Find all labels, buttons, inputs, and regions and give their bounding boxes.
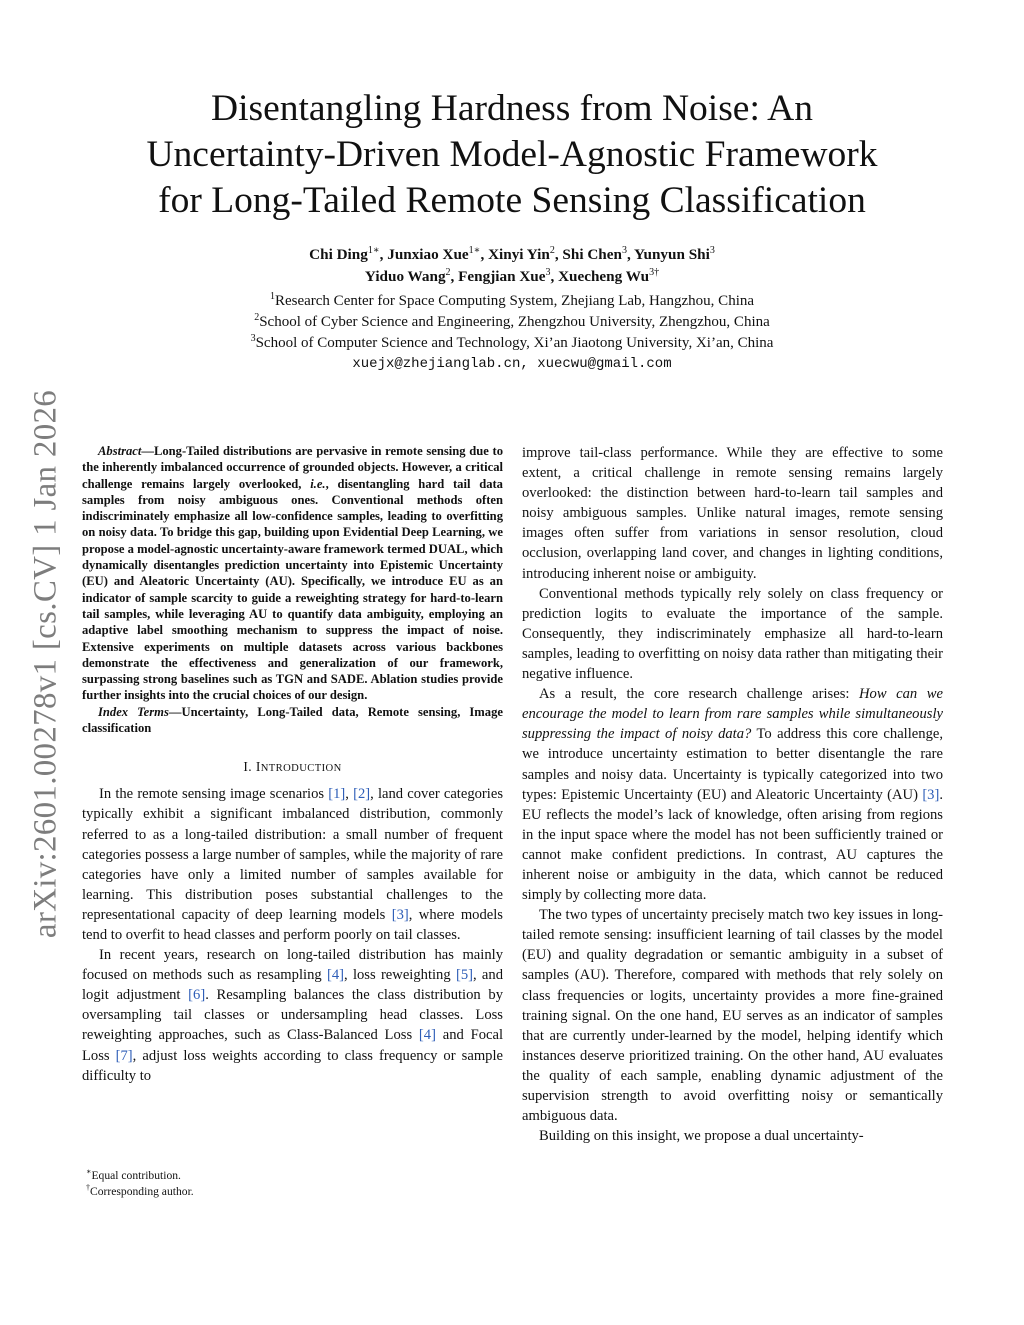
abstract-text: i.e.	[310, 476, 326, 491]
intro-body-right	[522, 443, 943, 1146]
body-paragraph: In the remote sensing image scenarios [1], [2], land cover categories typically exhibit a significant imbalanced distribution, commonly referred to as a long-tailed distribution: a small number of frequent categories possess a large number of samples, while the majority of rare categories have only a limited number of samples available for learning. This distribution poses substantial challenges to the representational capacity of deep learning models [3], where models tend to overfit to head classes and perform poorly on tail classes.	[82, 786, 504, 943]
author-affil-mark: 3†	[649, 266, 660, 278]
affiliation-text: School of Computer Science and Technology, Xi’an Jiaotong University, Xi’an, China	[255, 335, 774, 351]
author-affil-mark: 2	[549, 244, 555, 256]
citation-link[interactable]: [4]	[326, 967, 344, 984]
author-name: Junxiao Xue	[387, 246, 469, 263]
author-list	[100, 244, 924, 288]
affiliation	[100, 333, 924, 354]
citation-link[interactable]: [5]	[455, 967, 473, 984]
section-heading-introduction	[82, 759, 503, 775]
footnote-text: Corresponding author.	[90, 1185, 194, 1198]
title-line: Disentangling Hardness from Noise: An	[211, 88, 813, 129]
title-line: Uncertainty-Driven Model-Agnostic Framework	[146, 134, 878, 175]
body-paragraph: improve tail-class performance. While they are effective to some extent, a critical challenge in remote sensing remains largely overlooked: the distinction between hard-to-learn tail samples and noisy ambiguous samples. Unlike natural images, remote sensing images often suffer from variations in sensor resolution, cloud occlusion, overlapping land cover, and changes in lighting conditions, introducing inherent noise or ambiguity.	[522, 445, 943, 582]
arxiv-identifier-stamp[interactable]: arXiv:2601.00278v1 [cs.CV] 1 Jan 2026	[27, 389, 64, 939]
affiliation-block	[100, 291, 924, 375]
author-name: Yiduo Wang	[364, 268, 446, 285]
citation-link[interactable]: [3]	[922, 786, 940, 803]
affiliation	[100, 312, 924, 333]
right-column	[522, 443, 943, 1146]
citation-link[interactable]: [2]	[353, 786, 371, 803]
citation-link[interactable]: [3]	[391, 906, 409, 923]
author-affil-mark: 3	[709, 244, 715, 256]
abstract	[82, 443, 503, 736]
affiliation-text: School of Cyber Science and Engineering, Zhengzhou University, Zhengzhou, China	[259, 314, 770, 330]
affiliation-mark: 2	[254, 312, 260, 323]
citation-link[interactable]: [1]	[328, 786, 346, 803]
body-paragraph: Building on this insight, we propose a dual uncertainty-	[539, 1128, 864, 1145]
affiliation-mark: 3	[250, 333, 256, 344]
author-line: Yiduo Wang$^2$, Fengjian Xue$^3$, Xuecheng $Wu^{3\dagger}$	[364, 266, 660, 285]
citation-link[interactable]: [4]	[418, 1027, 436, 1044]
research-question: How can we encourage the model to learn from rare samples while simultaneously suppressing the impact of noisy data?	[522, 686, 943, 743]
citation-link[interactable]: [7]	[115, 1047, 133, 1064]
footnote-mark: †	[86, 1183, 90, 1193]
body-paragraph: Conventional methods typically rely solely on class frequency or prediction logits to evaluate the importance of the sample. Consequently, they indiscriminately emphasize all hard-to-learn samples, leading to overfitting on noisy data rather than mitigating their negative influence.	[522, 585, 943, 683]
citation-link[interactable]: [6]	[188, 987, 206, 1004]
section-number: I.	[243, 759, 253, 775]
footnote	[82, 1184, 503, 1200]
abstract-paragraph	[82, 443, 503, 704]
contact-emails[interactable]: xuejx@zhejianglab.cn, xuecwu@gmail.com	[352, 356, 672, 372]
author-name: Xinyi Yin	[488, 246, 550, 263]
author-affil-mark: 3	[545, 266, 551, 278]
body-paragraph: The two types of uncertainty precisely match two key issues in long-tailed remote sensing: insufficient learning of tail classes by the model (EU) and quality degradation or semantic ambiguity in a subset of samples (AU). Therefore, compared with methods that rely solely on class frequencies or logits, uncertainty provides a more fine-grained training signal. On the one hand, EU serves as an indicator of samples that are currently under-learned by the model, helping identify which instances deserve prioritized training. On the other hand, AU evaluates the quality of each sample, enabling dynamic adjustment of the supervision strength to avoid overfitting noisy or semantically ambiguous data.	[522, 907, 943, 1125]
author-affil-mark: 2	[445, 266, 451, 278]
paper-title	[100, 86, 924, 224]
section-title-initial: I	[255, 759, 261, 775]
author-line: Chi Ding$^{1∗}$, Junxiao Xue$^{1∗}$, Xinyi Yin$^2$, Shi Chen$^3$, Yunyun Shi$^3$	[309, 244, 715, 263]
body-paragraph: In recent years, research on long-tailed distribution has mainly focused on methods such as resampling [4], loss reweighting [5], and logit adjustment [6]. Resampling balances the class distribution by oversampling tail classes or undersampling head classes. Loss reweighting approaches, such as Class-Balanced Loss [4] and Focal Loss [7], adjust loss weights according to class frequency or sample difficulty to	[82, 947, 504, 1084]
title-line: for Long-Tailed Remote Sensing Classification	[158, 180, 866, 221]
author-affil-mark: 1∗	[468, 244, 481, 256]
author-name: Shi Chen	[562, 246, 622, 263]
index-terms-text: —Uncertainty, Long-Tailed data, Remote sensing, Image classification	[82, 704, 503, 736]
author-affil-mark: 1∗	[367, 244, 380, 256]
abstract-text: —Long-Tailed distributions are pervasive in remote sensing due to the inherently imbalanced occurrence of grounded objects. However, a critical challenge remains largely overlooked,	[82, 444, 503, 491]
left-column	[82, 443, 503, 1086]
body-paragraph: As a result, the core research challenge arises: How can we encourage the model to learn from rare samples while simultaneously suppressing the impact of noisy data? To address this core challenge, we introduce uncertainty estimation to better disentangle the rare samples and noisy data. Uncertainty is typically categorized into two types: Epistemic Uncertainty (EU) and Aleatoric Uncertainty (AU) [3]. EU reflects the model’s lack of knowledge, often arising from regions in the input space where the model has not been sufficiently trained or cannot make confident predictions. In contrast, AU captures the inherent noise or ambiguity in the data, which cannot be reduced simply by collecting more data.	[522, 686, 943, 904]
footnotes	[82, 1168, 503, 1200]
abstract-label: Abstract	[98, 444, 142, 458]
affiliation	[100, 291, 924, 312]
footnote	[82, 1168, 503, 1184]
affiliation-mark: 1	[269, 291, 275, 302]
index-terms	[82, 704, 503, 737]
author-name: Xuecheng Wu	[558, 268, 650, 285]
abstract-text: , disentangling hard tail data samples from noisy ambiguous ones. Conventional methods often indiscriminately emphasize all low-confidence samples, leading to overfitting on noisy data. To bridge this gap, building upon Evidential Deep Learning, we propose a model-agnostic uncertainty-aware framework termed DUAL, which dynamically disentangles prediction uncertainty into Epistemic Uncertainty (EU) and Aleatoric Uncertainty (AU). Specifically, we introduce EU as an indicator of sample scarcity to guide a reweighting strategy for hard-to-learn tail samples, while leveraging AU to quantify data ambiguity, employing an adaptive label smoothing mechanism to suppress the impact of noise. Extensive experiments on multiple datasets across various backbones demonstrate the effectiveness and generalization of our framework, surpassing strong baselines such as TGN and SADE. Ablation studies provide further insights into the crucial choices of our design.	[82, 476, 503, 703]
author-name: Chi Ding	[309, 246, 368, 263]
footnote-mark: ∗	[86, 1167, 92, 1177]
intro-body-left	[82, 784, 503, 1085]
author-name: Fengjian Xue	[458, 268, 546, 285]
section-title-rest: NTRODUCTION	[260, 763, 342, 775]
author-name: Yunyun Shi	[633, 246, 710, 263]
index-terms-label: Index Terms	[98, 704, 169, 719]
affiliation-text: Research Center for Space Computing System, Zhejiang Lab, Hangzhou, China	[274, 293, 755, 309]
author-affil-mark: 3	[621, 244, 627, 256]
footnote-text: Equal contribution.	[91, 1169, 181, 1182]
